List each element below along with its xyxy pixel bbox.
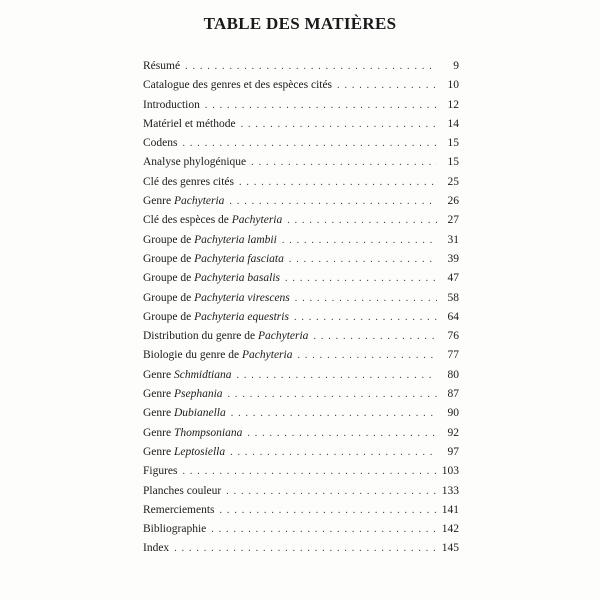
toc-entry-label [143, 115, 236, 134]
toc-entry-label [143, 539, 169, 558]
toc-entry [143, 231, 459, 250]
toc-page-number: 25 [447, 175, 459, 188]
toc-page-number: 47 [447, 272, 459, 285]
toc-page-number: 92 [447, 426, 459, 439]
toc-entry-taxon: Pachyteria [257, 330, 309, 343]
toc-entry [143, 173, 459, 192]
toc-entry-label [143, 385, 223, 404]
dot-leader [183, 462, 438, 481]
dot-leader [287, 211, 437, 230]
toc-entry-text: Distribution du genre de [143, 330, 258, 343]
toc-page-number: 26 [447, 195, 459, 208]
dot-leader [251, 153, 437, 172]
toc-entry-text: Bibliographie [143, 523, 207, 536]
toc-page-number: 141 [441, 503, 459, 516]
toc-page-number: 103 [441, 465, 459, 478]
toc-entry [143, 289, 459, 308]
dot-leader [295, 289, 437, 308]
dot-leader [185, 57, 437, 76]
page-title: TABLE DES MATIÈRES [203, 14, 397, 33]
toc-entry-text: Groupe de [143, 310, 195, 323]
toc-entry-taxon: Pachyteria lambii [194, 233, 277, 246]
toc-entry-text: Genre [143, 407, 174, 420]
toc-entry-text: Matériel et méthode [143, 117, 236, 130]
toc-entry-label [143, 482, 221, 501]
dot-leader [247, 424, 437, 443]
toc-entry-label [143, 250, 284, 269]
toc-page-number: 58 [447, 291, 459, 304]
toc-entry [143, 96, 459, 115]
toc-entry [143, 327, 459, 346]
toc-entry-taxon: Pachyteria [242, 349, 293, 362]
toc-entry-label [143, 153, 246, 172]
toc-page-number: 77 [447, 349, 459, 362]
toc-page-number: 87 [447, 388, 459, 401]
table-of-contents [143, 57, 459, 559]
toc-entry-label [143, 501, 215, 520]
toc-entry-text: Biologie du genre de [143, 349, 243, 362]
toc-entry [143, 192, 459, 211]
toc-entry [143, 366, 459, 385]
toc-entry-text: Remerciements [143, 503, 215, 516]
toc-entry [143, 250, 459, 269]
toc-page-number: 14 [447, 117, 459, 130]
dot-leader [228, 385, 437, 404]
dot-leader [282, 231, 437, 250]
toc-entry-label [143, 327, 308, 346]
toc-entry-label [143, 289, 290, 308]
toc-entry-label [143, 134, 178, 153]
toc-entry-text: Clé des espèces de [143, 214, 232, 227]
toc-entry-taxon: Pachyteria [231, 214, 283, 227]
toc-entry-text: Index [143, 542, 170, 555]
toc-entry [143, 308, 459, 327]
toc-entry [143, 211, 459, 230]
dot-leader [236, 366, 437, 385]
dot-leader [229, 192, 437, 211]
toc-page-number: 9 [453, 60, 459, 72]
toc-entry-taxon: Leptosiella [173, 445, 226, 458]
toc-entry-label [143, 96, 200, 115]
toc-entry-label [143, 366, 231, 385]
toc-page-number: 80 [447, 368, 459, 381]
toc-entry-taxon: Pachyteria virescens [194, 291, 290, 304]
toc-entry-text: Clé des genres cités [143, 175, 235, 188]
toc-entry [143, 462, 459, 481]
toc-entry [143, 443, 459, 462]
toc-entry-text: Groupe de [143, 291, 195, 304]
dot-leader [294, 308, 437, 327]
toc-page-number: 64 [447, 310, 459, 323]
toc-entry [143, 501, 459, 520]
toc-entry [143, 385, 459, 404]
toc-entry-text: Planches couleur [143, 484, 222, 497]
toc-entry-taxon: Thompsoniana [173, 426, 243, 439]
toc-entry-label [143, 404, 226, 423]
dot-leader [226, 482, 437, 501]
toc-entry [143, 269, 459, 288]
toc-entry-text: Groupe de [143, 252, 195, 265]
toc-entry-text: Introduction [143, 98, 200, 111]
toc-entry [143, 346, 459, 365]
dot-leader [230, 443, 437, 462]
dot-leader [239, 173, 437, 192]
toc-entry-text: Genre [143, 388, 174, 401]
toc-entry [143, 520, 459, 539]
toc-entry [143, 404, 459, 423]
dot-leader [285, 269, 437, 288]
toc-entry-taxon: Pachyteria fasciata [194, 252, 284, 265]
toc-entry-label [143, 346, 292, 365]
toc-page-number: 133 [441, 484, 459, 497]
toc-entry [143, 76, 459, 95]
toc-entry-text: Genre [143, 426, 174, 439]
toc-entry-label [143, 211, 282, 230]
toc-entry [143, 539, 459, 558]
toc-entry-text: Résumé [143, 60, 181, 72]
dot-leader [289, 250, 437, 269]
toc-page-number: 39 [447, 252, 459, 265]
toc-entry-taxon: Psephania [173, 388, 223, 401]
toc-entry-label [143, 443, 225, 462]
toc-page-number: 10 [447, 79, 459, 92]
dot-leader [313, 327, 437, 346]
toc-entry-text: Figures [143, 465, 178, 478]
toc-entry-taxon: Schmidtiana [173, 368, 232, 381]
toc-page-number: 142 [441, 523, 459, 536]
toc-entry [143, 115, 459, 134]
toc-entry-text: Groupe de [143, 272, 195, 285]
dot-leader [183, 134, 438, 153]
toc-entry-label [143, 462, 178, 481]
dot-leader [220, 501, 437, 520]
toc-entry-text: Catalogue des genres et des espèces cités [143, 79, 333, 92]
toc-page-number: 15 [447, 156, 459, 169]
toc-page-number: 97 [447, 445, 459, 458]
toc-entry-taxon: Pachyteria basalis [194, 272, 281, 285]
dot-leader [174, 539, 437, 558]
toc-entry-text: Genre [143, 368, 174, 381]
toc-entry-label [143, 173, 234, 192]
toc-entry-label [143, 76, 332, 95]
toc-entry-label [143, 269, 280, 288]
toc-entry-label [143, 231, 277, 250]
toc-entry [143, 57, 459, 76]
toc-entry [143, 482, 459, 501]
dot-leader [211, 520, 437, 539]
toc-entry-text: Genre [143, 195, 174, 208]
toc-page-number: 76 [447, 330, 459, 343]
toc-page-number: 31 [447, 233, 459, 246]
dot-leader [337, 76, 437, 95]
toc-entry-label [143, 520, 206, 539]
toc-entry-taxon: Dubianella [173, 407, 226, 420]
toc-entry-text: Genre [143, 445, 174, 458]
toc-entry-taxon: Pachyteria [173, 195, 225, 208]
toc-entry-label [143, 308, 289, 327]
dot-leader [241, 115, 437, 134]
dot-leader [205, 96, 437, 115]
toc-entry-text: Codens [143, 137, 178, 150]
toc-entry-taxon: Pachyteria equestris [194, 310, 289, 323]
toc-page-number: 145 [441, 542, 459, 555]
toc-page-number: 12 [447, 98, 459, 111]
toc-page-number: 27 [447, 214, 459, 227]
dot-leader [231, 404, 437, 423]
dot-leader [297, 346, 437, 365]
toc-entry [143, 153, 459, 172]
toc-entry [143, 134, 459, 153]
toc-entry-label [143, 424, 242, 443]
toc-entry-text: Groupe de [143, 233, 195, 246]
toc-entry-text: Analyse phylogénique [143, 156, 247, 169]
toc-entry-label [143, 57, 180, 76]
toc-page-number: 90 [447, 407, 459, 420]
toc-page-number: 15 [447, 137, 459, 150]
toc-entry-label [143, 192, 224, 211]
toc-entry [143, 424, 459, 443]
